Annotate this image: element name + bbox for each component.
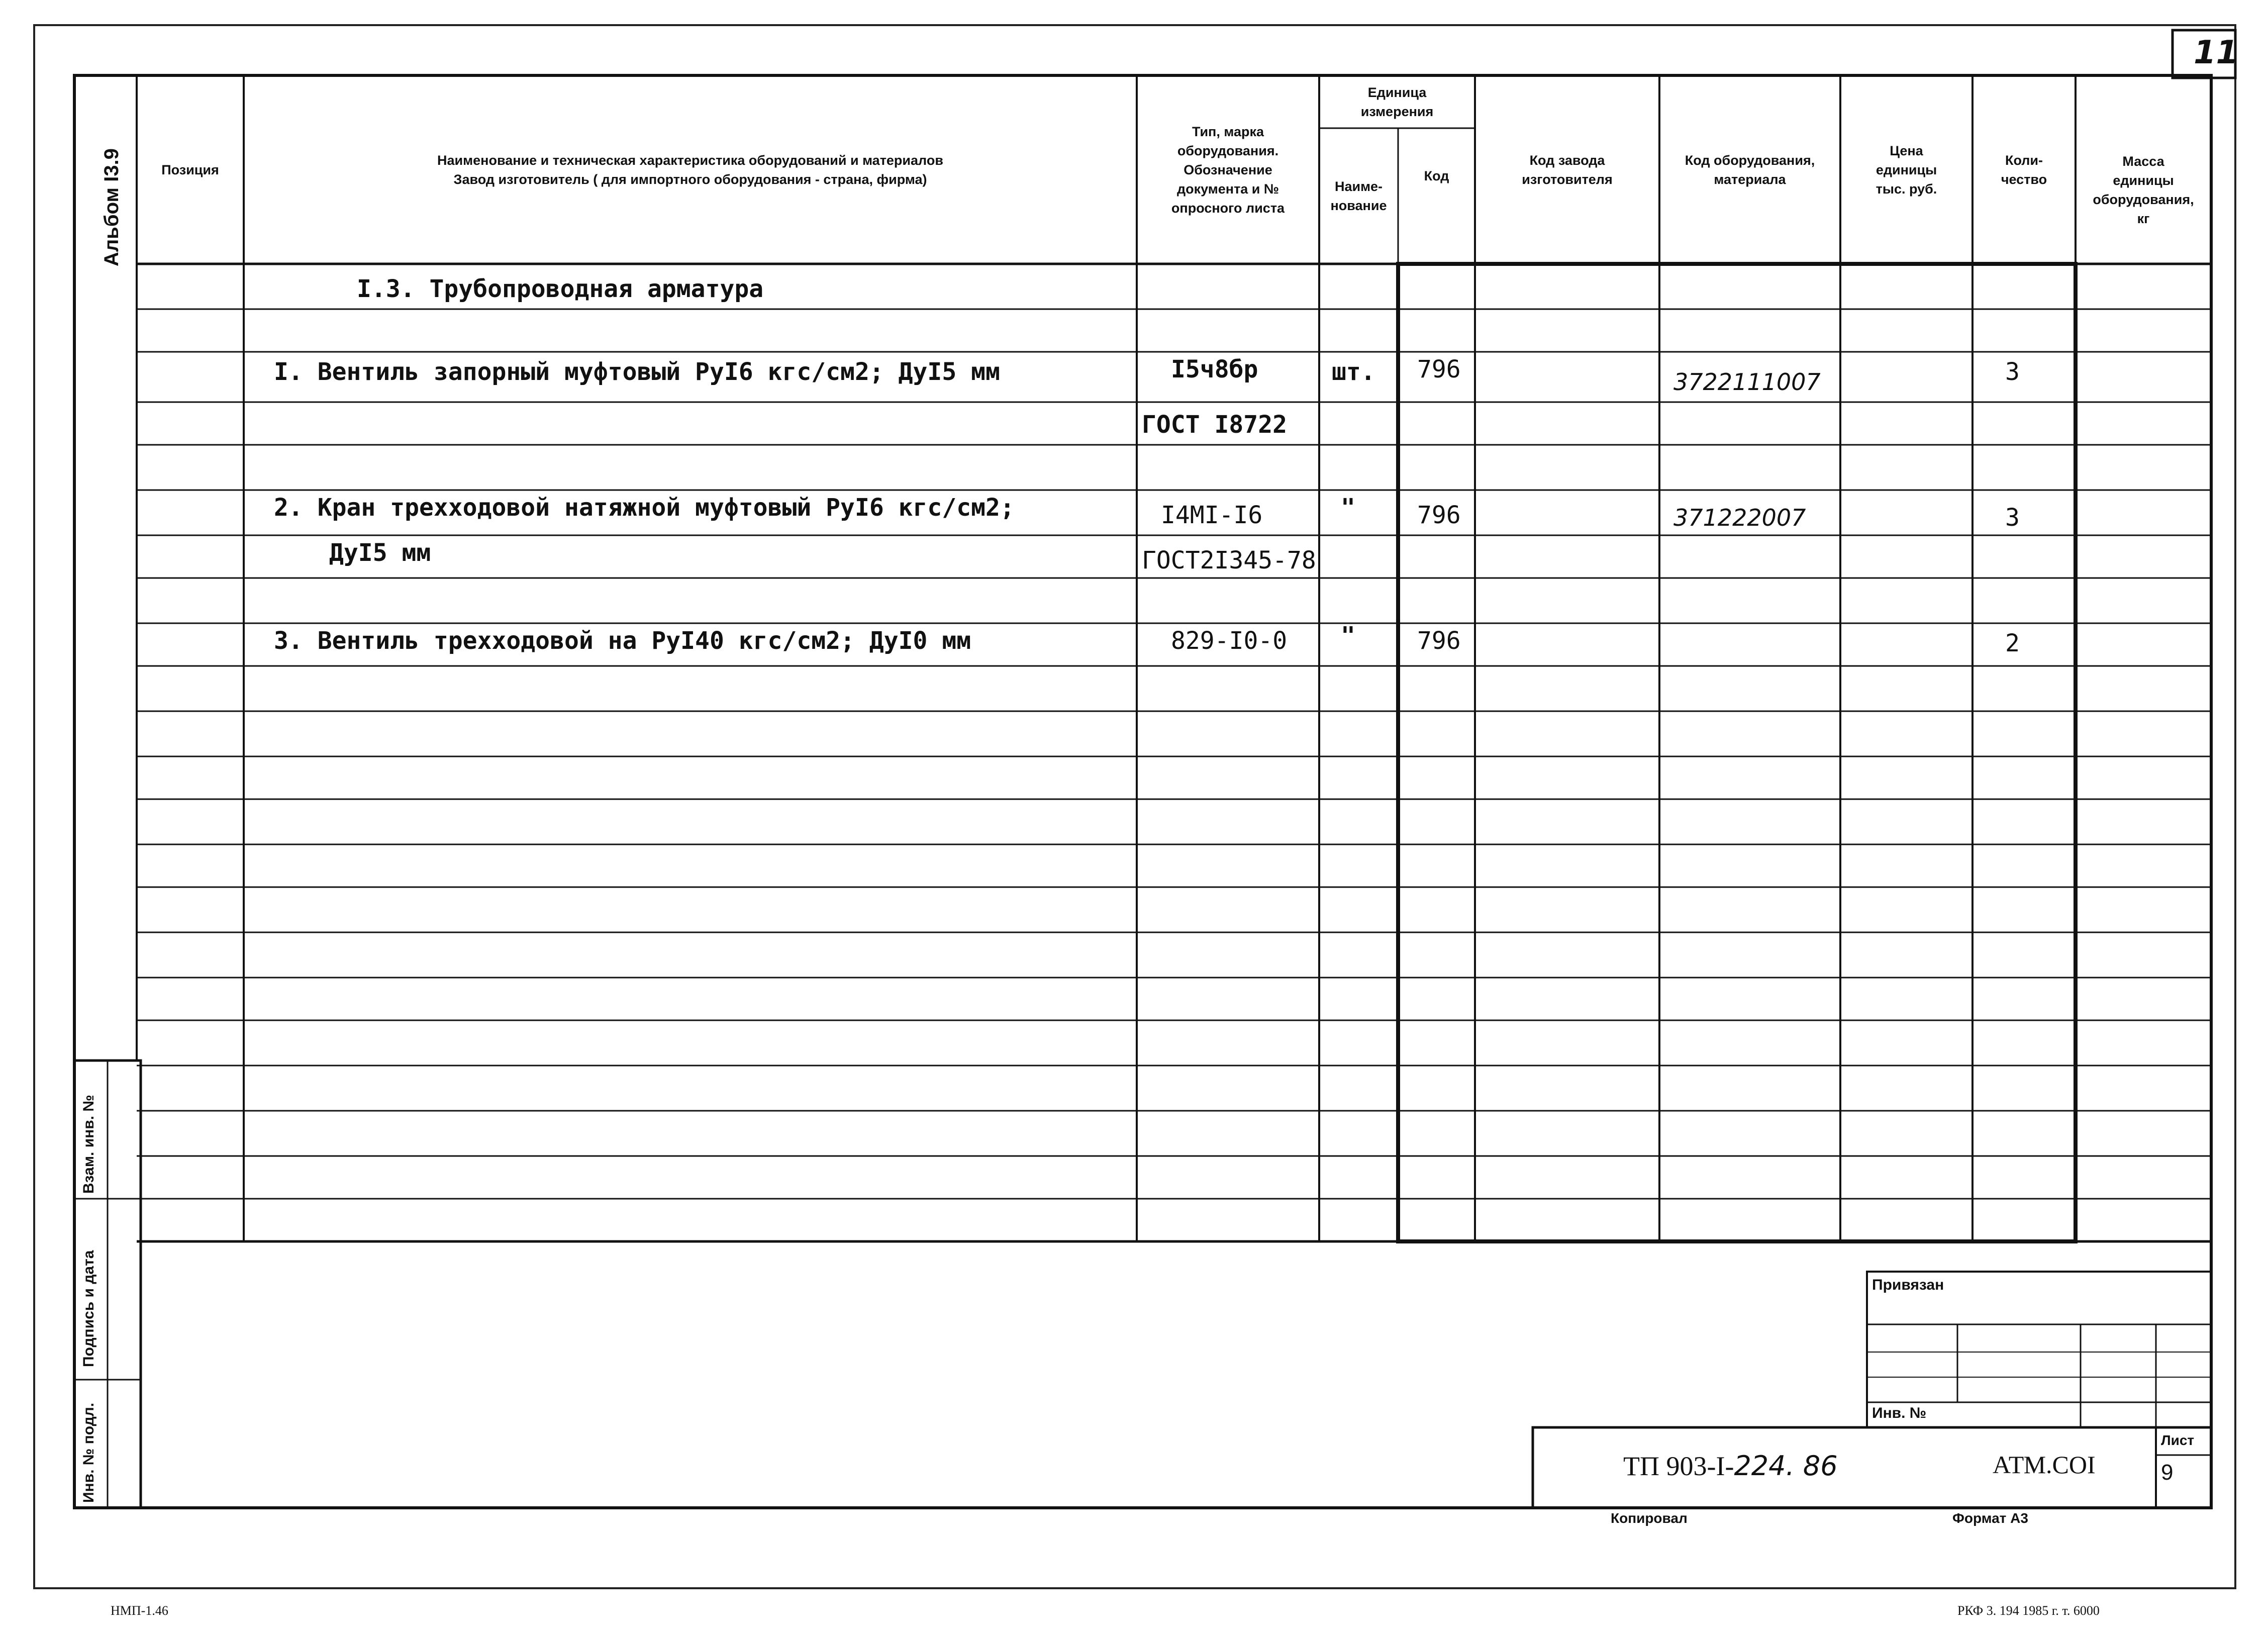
header-mass: Масса единицы оборудования, кг [2093,153,2194,226]
left-print-mark: НМП-1.46 [111,1603,168,1618]
header-qty: Коли- чество [2001,152,2047,187]
item3-qty: 2 [2005,629,2020,657]
header-position: Позиция [161,162,219,177]
sheet-label: Лист [2161,1432,2195,1448]
format-label: Формат А3 [1952,1510,2028,1526]
doc-code: АТМ.COI [1993,1451,2096,1479]
section-title: I.3. Трубопроводная арматура [357,275,764,303]
replace-inv-label: Взам. инв. № [80,1095,97,1194]
item3-name: 3. Вентиль трехходовой на РуI40 кгс/см2; ДуI0 мм [274,627,971,655]
sheet-value: 9 [2161,1460,2174,1485]
header-unit: Единица измерения [1360,84,1434,119]
copied-label: Копировал [1611,1510,1688,1526]
inv-orig-label: Инв. № подл. [80,1402,97,1503]
right-print-mark: РКФ 3. 194 1985 г. т. 6000 [1957,1603,2100,1618]
item1-type-standard: ГОСТ I8722 [1142,411,1287,439]
item2-qty: 3 [2005,504,2020,532]
item1-type: I5ч8бр [1171,355,1258,383]
header-unit-name: Наиме- нование [1330,179,1387,213]
album-label: Альбом I3.9 [101,148,123,266]
item2-unit: " [1341,494,1355,522]
header-unit-code: Код [1424,168,1449,183]
header-name-line2: Завод изготовитель ( для импортного оборудования - страна, фирма) [453,171,927,187]
item2-type-standard: ГОСТ2I345-78 [1142,546,1316,574]
item2-equip-code: 371222007 [1673,504,1806,531]
item3-unit: " [1341,622,1355,650]
item2-type: I4МI-I6 [1161,501,1263,529]
sign-date-label: Подпись и дата [80,1250,97,1367]
item2-code: 796 [1417,501,1461,529]
item1-qty: 3 [2005,358,2020,386]
doc-number-hand: 224. 86 [1734,1450,1838,1482]
item1-unit: шт. [1332,358,1375,386]
item2-name-cont: ДуI5 мм [329,539,431,567]
doc-number-printed: ТП 903-I- [1623,1451,1734,1481]
item1-name: I. Вентиль запорный муфтовый РуI6 кгс/см2; ДуI5 мм [274,358,1000,386]
header-factory-code: Код завода изготовителя [1522,152,1613,187]
item2-name: 2. Кран трехходовой натяжной муфтовый РуI6 кгс/см2; [274,494,1015,522]
header-type: Тип, марка оборудования. Обозначение документа и № опросного листа [1171,124,1285,216]
inv-no-label: Инв. № [1872,1405,1927,1421]
item3-type: 829-I0-0 [1171,627,1288,655]
header-price: Цена единицы тыс. руб. [1876,143,1937,197]
attached-label: Привязан [1872,1277,1944,1293]
item3-code: 796 [1417,627,1461,655]
header-equip-code: Код оборудования, материала [1685,152,1815,187]
item1-code: 796 [1417,355,1461,383]
page-number: 11 [2194,34,2239,71]
header-name-line1: Наименование и техническая характеристика оборудований и материалов [437,152,943,168]
item1-equip-code: 3722111007 [1673,368,1821,396]
header-name [244,75,1137,264]
doc-number [1623,1450,1838,1482]
